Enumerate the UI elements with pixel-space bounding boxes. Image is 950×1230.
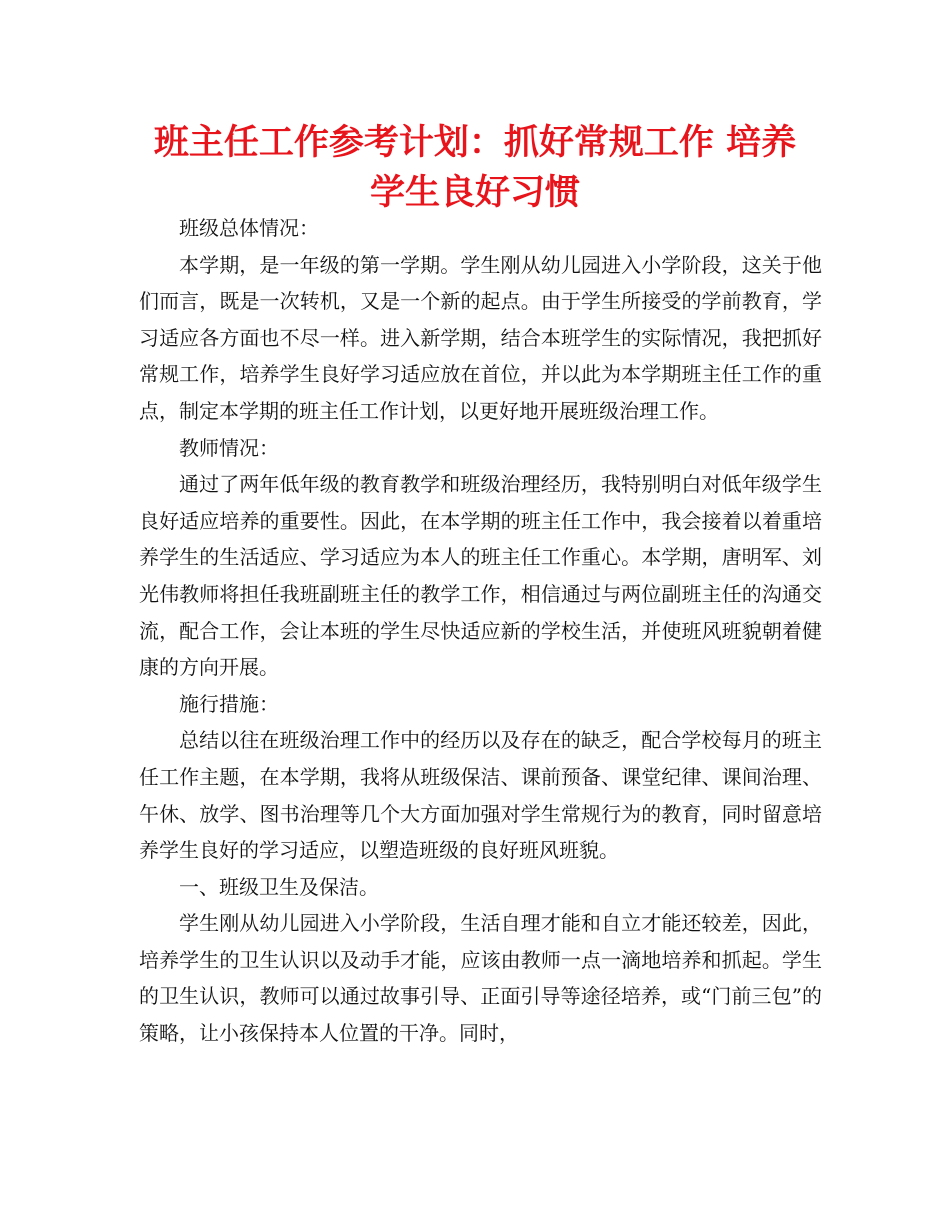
paragraph-teacher-situation: 通过了两年低年级的教育教学和班级治理经历，我特别明白对低年级学生良好适应培养的重要性。因此，在本学期的班主任工作中，我会接着以着重培养学生的生活适应、学习适应为本人的班主任工作重心。本学期，唐明军、刘光伟教师将担任我班副班主任的教学工作，相信通过与两位副班主任的沟通交流，配合工作，会让本班的学生尽快适应新的学校生活，并使班风班貌朝着健康的方向开展。 [139, 472, 822, 680]
heading-hygiene: 一、班级卫生及保洁。 [179, 874, 379, 899]
document-title [100, 118, 850, 218]
heading-measures: 施行措施： [179, 691, 279, 716]
paragraph-hygiene: 学生刚从幼儿园进入小学阶段，生活自理才能和自立才能还较差，因此，培养学生的卫生认识以及动手才能，应该由教师一点一滴地培养和抓起。学生的卫生认识，教师可以通过故事引导、正面引导等途径培养，或“门前三包”的策略，让小孩保持本人位置的干净。同时， [139, 911, 822, 1046]
title-line-2: 学生良好习惯 [369, 173, 580, 213]
paragraph-class-overview: 本学期，是一年级的第一学期。学生刚从幼儿园进入小学阶段，这关于他们而言，既是一次转机，又是一个新的起点。由于学生所接受的学前教育，学习适应各方面也不尽一样。进入新学期，结合本班学生的实际情况，我把抓好常规工作，培养学生良好学习适应放在首位，并以此为本学期班主任工作的重点，制定本学期的班主任工作计划，以更好地开展班级治理工作。 [139, 252, 822, 423]
heading-teacher-situation: 教师情况： [179, 435, 279, 460]
document-body [139, 210, 822, 1052]
title-line-1: 班主任工作参考计划：抓好常规工作 培养 [153, 123, 797, 163]
paragraph-measures: 总结以往在班级治理工作中的经历以及存在的缺乏，配合学校每月的班主任工作主题，在本学期，我将从班级保洁、课前预备、课堂纪律、课间治理、午休、放学、图书治理等几个大方面加强对学生常规行为的教育，同时留意培养学生良好的学习适应，以塑造班级的良好班风班貌。 [139, 728, 822, 863]
heading-class-overview: 班级总体情况： [179, 216, 319, 240]
